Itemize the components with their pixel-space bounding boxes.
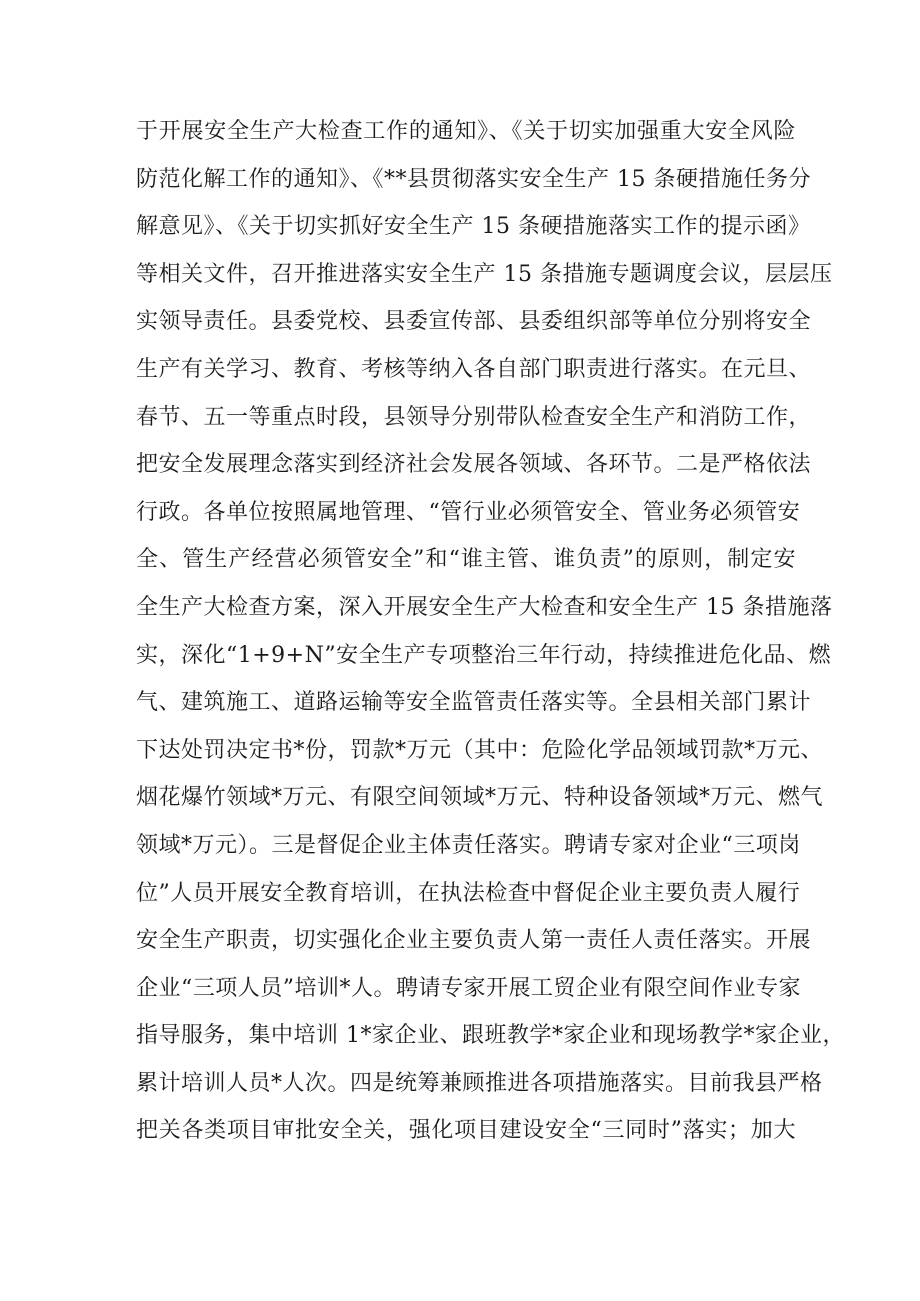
text-line: 气、建筑施工、道路运输等安全监管责任落实等。全县相关部门累计 xyxy=(136,690,812,716)
text-line: 指导服务，集中培训 1*家企业、跟班教学*家企业和现场教学*家企业， xyxy=(136,1023,845,1049)
text-line: 下达处罚决定书*份，罚款*万元（其中：危险化学品领域罚款*万元、 xyxy=(136,737,824,763)
body-text xyxy=(136,112,845,1159)
text-line: 把关各类项目审批安全关，强化项目建设安全“三同时”落实；加大 xyxy=(136,1118,796,1144)
text-line: 位”人员开展安全教育培训，在执法检查中督促企业主要负责人履行 xyxy=(136,880,801,906)
text-line: 防范化解工作的通知》、《**县贯彻落实安全生产 15 条硬措施任务分 xyxy=(136,166,811,192)
text-line: 实，深化“1+9+N”安全生产专项整治三年行动，持续推进危化品、燃 xyxy=(136,642,832,668)
text-line: 行政。各单位按照属地管理、“管行业必须管安全、管业务必须管安 xyxy=(136,499,801,525)
text-line: 等相关文件，召开推进落实安全生产 15 条措施专题调度会议，层层压 xyxy=(136,261,833,287)
text-line: 全、管生产经营必须管安全”和“谁主管、谁负责”的原则，制定安 xyxy=(136,547,796,573)
text-line: 安全生产职责，切实强化企业主要负责人第一责任人责任落实。开展 xyxy=(136,928,812,954)
text-line: 生产有关学习、教育、考核等纳入各自部门职责进行落实。在元旦、 xyxy=(136,356,812,382)
text-line: 全生产大检查方案，深入开展安全生产大检查和安全生产 15 条措施落 xyxy=(136,594,833,620)
text-line: 把安全发展理念落实到经济社会发展各领域、各环节。二是严格依法 xyxy=(136,452,812,478)
text-line: 烟花爆竹领域*万元、有限空间领域*万元、特种设备领域*万元、燃气 xyxy=(136,785,824,811)
text-line: 春节、五一等重点时段，县领导分别带队检查安全生产和消防工作， xyxy=(136,404,812,430)
text-line: 实领导责任。县委党校、县委宣传部、县委组织部等单位分别将安全 xyxy=(136,309,812,335)
text-line: 累计培训人员*人次。四是统筹兼顾推进各项措施落实。目前我县严格 xyxy=(136,1070,823,1096)
text-line: 领域*万元）。三是督促企业主体责任落实。聘请专家对企业“三项岗 xyxy=(136,832,801,858)
text-line: 企业“三项人员”培训*人。聘请专家开展工贸企业有限空间作业专家 xyxy=(136,975,801,1001)
text-line: 解意见》、《关于切实抓好安全生产 15 条硬措施落实工作的提示函》 xyxy=(136,214,811,240)
text-line: 于开展安全生产大检查工作的通知》、《关于切实加强重大安全风险 xyxy=(136,119,796,144)
